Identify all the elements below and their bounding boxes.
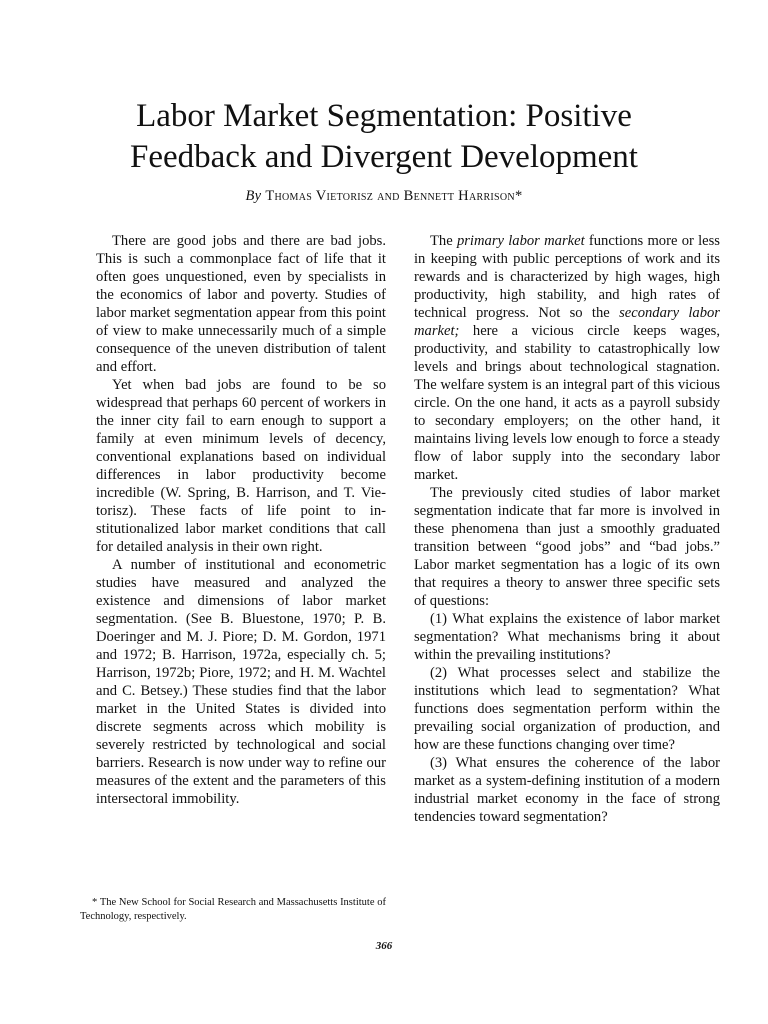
left-paragraph-1: There are good jobs and there are bad jobs. This is such a commonplace fact of life that it often goes unquestioned, even by specialists in the economics of labor and poverty. Studies of labor market segmentation appear from this point of view to make unnecessarily much of a simple consequence of the uneven distribution of talent and effort. <box>96 233 386 375</box>
term-secondary-labor-market: secondary labor market; <box>414 305 720 339</box>
left-column <box>96 232 386 808</box>
p1-tail: here a vicious circle keeps wages, productivity, and stability to catastrophically low levels and brings about technological stagnation. The welfare system is an integral part of this vicious circle. On the one hand, it acts as a payroll subsidy to secondary employers; on the other hand, it maintains living levels low enough to force a steady flow of labor supply into the secondary labor market. <box>414 323 720 483</box>
author-footnote: * The New School for Social Research and Massachusetts Institute of Technology, respectively. <box>80 897 386 922</box>
question-2: (2) What processes select and stabilize the institutions which lead to segmentation? What functions does segmentation perform within the prevailing social organization of production, and how are these functions changing over time? <box>414 665 720 753</box>
right-column <box>414 232 720 826</box>
term-primary-labor-market: primary labor market <box>456 233 585 249</box>
title-line-1: Labor Market Segmentation: Positive <box>136 98 632 134</box>
page-number: 366 <box>375 940 393 952</box>
p1-middle: functions more or less in keeping with public perceptions of work and its rewards and is characterized by high wages, high productivity, high stability, and high rates of technical progress. Not so the <box>414 233 720 321</box>
right-paragraph-1 <box>414 232 720 484</box>
byline <box>0 188 768 205</box>
p1-lead: The <box>430 233 457 249</box>
right-paragraph-2: The previously cited studies of labor market segmentation indicate that far more is involved in these phenomena than just a smoothly graduated transition between “good jobs” and “bad jobs.” Labor market segmentation has a logic of its own that requires a theory to answer three specific sets of questions: <box>414 485 720 609</box>
left-paragraph-3: A number of institutional and econometric studies have measured and analyzed the existence and dimensions of labor market segmentation. (See B. Bluestone, 1970; P. B. Doeringer and M. J. Piore; D. M. Gordon, 1971 and 1972; B. Harrison, 1972a, especially ch. 5; Harrison, 1972b; Piore, 1972; and H. M. Wachtel and C. Betsey.) These studies find that the labor market in the United States is divided into discrete segments across which mobility is severely restricted by technological and social barriers. Research is now under way to refine our measures of the extent and the parameters of this intersectoral immobility. <box>96 557 386 807</box>
question-3: (3) What ensures the coherence of the labor market as a system-defining institution of a modern industrial market economy in the face of strong tendencies toward segmentation? <box>414 755 720 825</box>
question-1: (1) What explains the existence of labor market segmentation? What mechanisms bring it about within the prevailing institutions? <box>414 611 720 663</box>
title-line-2: Feedback and Divergent Development <box>130 139 638 175</box>
article-title <box>0 96 768 178</box>
left-paragraph-2: Yet when bad jobs are found to be so widespread that perhaps 60 percent of workers in the inner city fail to earn enough to support a family at even minimum levels of decency, conventional explanations based on individual differences in labor productivity become incredible (W. Spring, B. Harrison, and T. Vietorisz). These facts of life point to institutionalized labor market conditions that call for detailed analysis in their own right. <box>96 377 386 555</box>
byline-authors: Thomas Vietorisz and Bennett Harrison* <box>265 188 523 204</box>
byline-by: By <box>245 188 262 204</box>
